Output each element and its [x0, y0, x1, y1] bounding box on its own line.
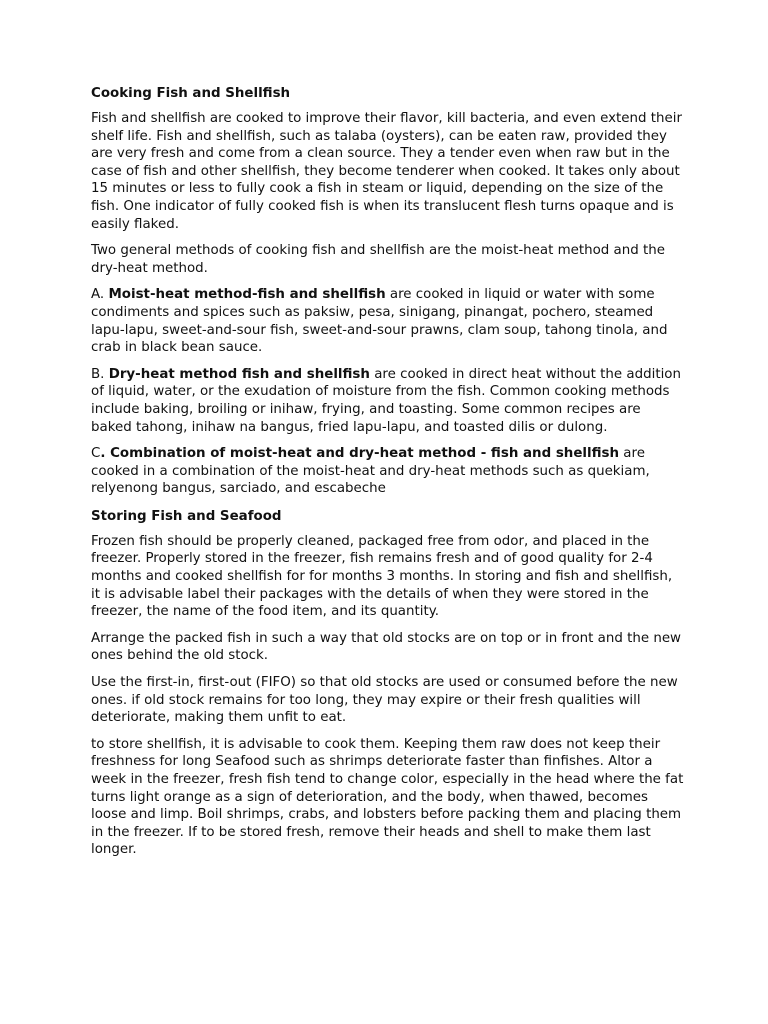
- section-title-cooking: Cooking Fish and Shellfish: [91, 86, 291, 101]
- method-c-text: are cooked in a combination of the moist-heat and dry-heat methods such as quekiam, relyenong bangus, sarciado, and escabeche: [91, 446, 650, 497]
- paragraph-storing-3: Use the first-in, first-out (FIFO) so that old stocks are used or consumed before the new ones. if old stock remains for too long, they may expire or their fresh qualities will deteriorate, making them unfit to eat.: [91, 675, 678, 726]
- method-b-text: are cooked in direct heat without the addition of liquid, water, or the exudation of moisture from the fish. Common cooking methods include baking, broiling or inihaw, frying, and toasting. Some common recipes are baked tahong, inihaw na bangus, fried lapu-lapu, and toasted dilis or dulong.: [91, 366, 681, 435]
- paragraph-storing-4: to store shellfish, it is advisable to cook them. Keeping them raw does not keep their freshness for long Seafood such as shrimps deteriorate faster than finfishes. Altor a week in the freezer, fresh fish tend to change color, especially in the head where the fat turns light orange as a sign of deterioration, and the body, when thawed, becomes loose and limp. Boil shrimps, crabs, and lobsters before packing them and placing them in the freezer. If to be stored fresh, remove their heads and shell to make them last longer.: [91, 736, 684, 858]
- method-b-heading: Dry-heat method fish and shellfish: [108, 366, 370, 382]
- paragraph-method-a: [91, 286, 685, 356]
- section-title-storing: Storing Fish and Seafood: [91, 508, 282, 524]
- method-c-heading: . Combination of moist-heat and dry-heat method - fish and shellfish: [100, 446, 620, 462]
- paragraph-storing-1: Frozen fish should be properly cleaned, packaged free from odor, and placed in the freezer. Properly stored in the freezer, fish remains fresh and of good quality for 2-4 months and cooked shellfish for for months 3 months. In storing and fish and shellfish, it is advisable label their packages with the details of when they were stored in the freezer, the name of the food item, and its quantity.: [91, 533, 673, 620]
- paragraph-method-b: [91, 366, 685, 436]
- paragraph-intro: Fish and shellfish are cooked to improve their flavor, kill bacteria, and even extend their shelf life. Fish and shellfish, such as talaba (oysters), can be eaten raw, provided they are very fresh and come from a clean source. They a tender even when raw but in the case of fish and other shellfish, they become tenderer when cooked. It takes only about 15 minutes or less to fully cook a fish in steam or liquid, depending on the size of the fish. One indicator of fully cooked fish is when its translucent flesh turns opaque and is easily flaked.: [91, 111, 682, 232]
- method-b-prefix: B.: [91, 366, 109, 382]
- document-page: [91, 84, 685, 868]
- method-a-text: are cooked in liquid or water with some condiments and spices such as paksiw, pesa, sinigang, pinangat, pochero, steamed lapu-lapu, sweet-and-sour fish, sweet-and-sour prawns, clam soup, tahong tinola, and crab in black bean sauce.: [91, 287, 668, 356]
- paragraph-methods-intro: Two general methods of cooking fish and shellfish are the moist-heat method and the dry-heat method.: [91, 243, 665, 276]
- paragraph-method-c: [91, 445, 685, 498]
- paragraph-storing-2: Arrange the packed fish in such a way that old stocks are on top or in front and the new ones behind the old stock.: [91, 630, 682, 664]
- method-c-prefix: C: [91, 446, 101, 462]
- method-a-heading: Moist-heat method-fish and shellfish: [108, 287, 386, 303]
- method-a-prefix: A.: [91, 287, 109, 303]
